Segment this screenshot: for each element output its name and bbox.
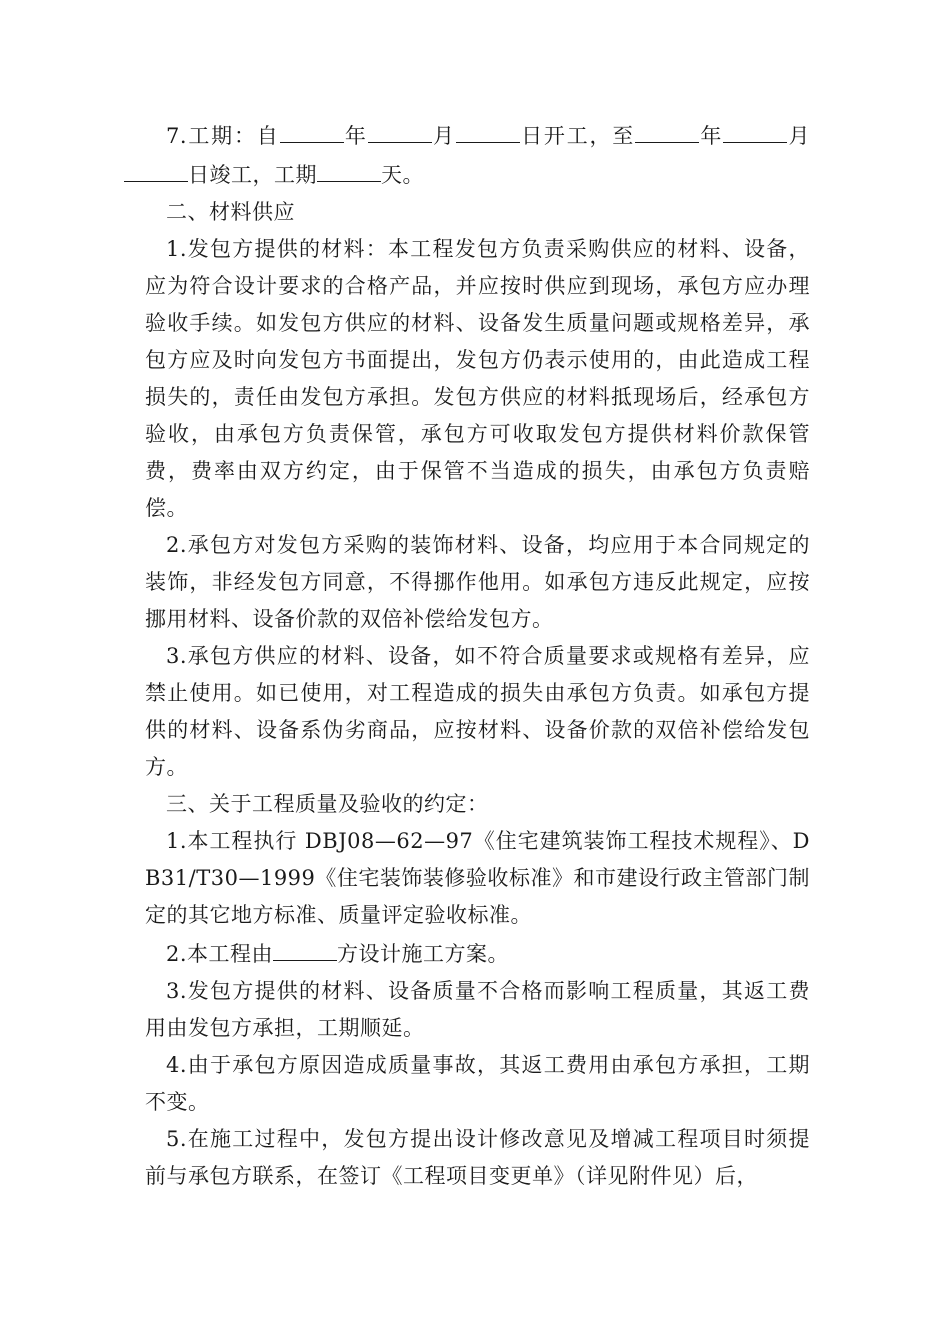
schedule-text-3: 日开工，至 <box>519 124 636 148</box>
start-year-blank[interactable] <box>280 116 344 143</box>
materials-clause-1: 1.发包方提供的材料：本工程发包方负责采购供应的材料、设备，应为符合设计要求的合格产品，并应按时供应到现场，承包方应办理验收手续。如发包方供应的材料、设备发生质量问题或规格差异，承包方应及时向发包方书面提出，发包方仍表示使用的，由此造成工程损失的，责任由发包方承担。发包方供应的材料抵现场后，经承包方验收，由承包方负责保管，承包方可收取发包方提供材料价款保管费，费率由双方约定，由于保管不当造成的损失，由承包方负责赔偿。 <box>145 237 810 520</box>
end-day-blank[interactable] <box>124 155 188 182</box>
quality-clause-1: 1.本工程执行 DBJ08—62—97《住宅建筑装饰工程技术规程》、DB31/T30—1999《住宅装饰装修验收标准》和市建设行政主管部门制定的其它地方标准、质量评定验收标准。 <box>145 829 810 927</box>
materials-clause-2: 2.承包方对发包方采购的装饰材料、设备，均应用于本合同规定的装饰，非经发包方同意，不得挪作他用。如承包方违反此规定，应按挪用材料、设备价款的双倍补偿给发包方。 <box>145 533 810 631</box>
schedule-text-2: 月 <box>431 124 456 148</box>
quality-clause-2 <box>145 934 810 973</box>
start-day-blank[interactable] <box>456 116 520 143</box>
schedule-text-5: 月 <box>787 124 811 148</box>
end-year-blank[interactable] <box>635 116 699 143</box>
schedule-text-7: 天。 <box>381 163 424 187</box>
start-month-blank[interactable] <box>368 116 432 143</box>
quality-clause-2-prefix: 2.本工程由 <box>166 942 274 966</box>
section-heading-quality: 三、关于工程质量及验收的约定： <box>166 792 489 816</box>
schedule-text-6: 日竣工，工期 <box>188 163 317 187</box>
quality-clause-3: 3.发包方提供的材料、设备质量不合格而影响工程质量，其返工费用由发包方承担，工期顺延。 <box>145 979 810 1040</box>
end-month-blank[interactable] <box>723 116 787 143</box>
materials-clause-3: 3.承包方供应的材料、设备，如不符合质量要求或规格有差异，应禁止使用。如已使用，对工程造成的损失由承包方负责。如承包方提供的材料、设备系伪劣商品，应按材料、设备价款的双倍补偿给发包方。 <box>145 644 810 779</box>
schedule-text-4: 年 <box>699 124 724 148</box>
duration-days-blank[interactable] <box>317 155 381 182</box>
document-page <box>145 116 810 1195</box>
quality-clause-2-suffix: 方设计施工方案。 <box>337 942 510 966</box>
quality-clause-5: 5.在施工过程中，发包方提出设计修改意见及增减工程项目时须提前与承包方联系，在签订《工程项目变更单》（详见附件见）后， <box>145 1127 810 1188</box>
section-heading-materials: 二、材料供应 <box>166 200 295 224</box>
schedule-prefix: 7.工期：自 <box>166 124 280 148</box>
quality-clause-4: 4.由于承包方原因造成质量事故，其返工费用由承包方承担，工期不变。 <box>145 1053 810 1114</box>
designer-party-blank[interactable] <box>273 934 337 961</box>
schedule-clause <box>145 116 810 194</box>
schedule-text-1: 年 <box>343 124 368 148</box>
